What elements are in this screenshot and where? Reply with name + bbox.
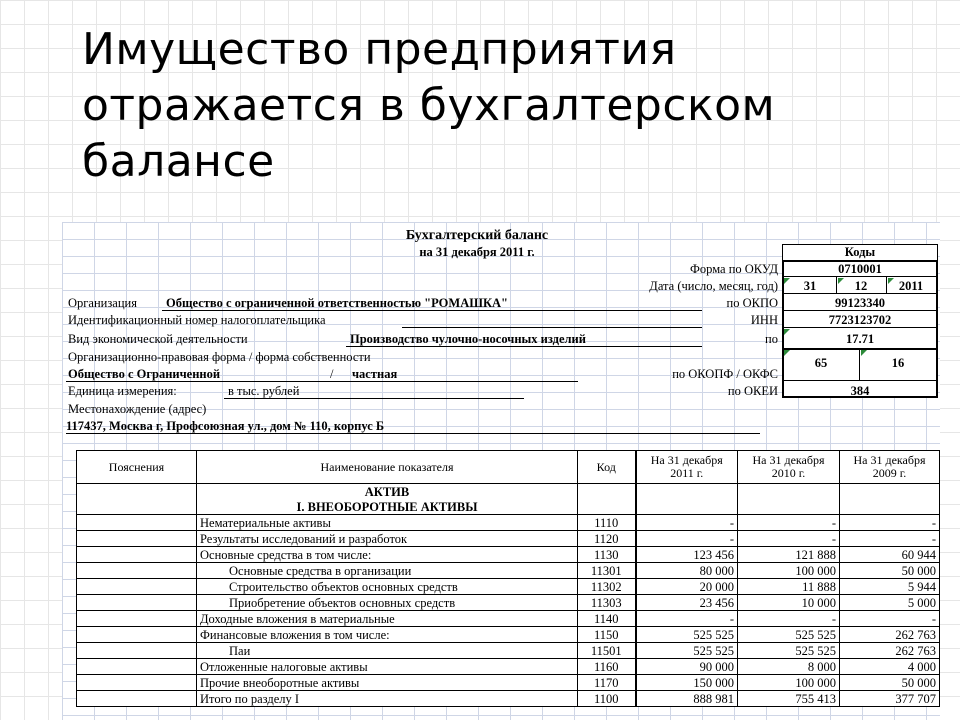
codes-header-cell	[782, 244, 938, 261]
date-year: 2011	[898, 279, 924, 293]
row-value-2009: 262 763	[840, 643, 940, 659]
row-notes	[77, 515, 197, 531]
header-code: Код	[578, 451, 636, 484]
row-code: 1110	[578, 515, 636, 531]
row-notes	[77, 627, 197, 643]
balance-table	[76, 450, 940, 707]
slide-title-line-1: Имущество предприятия	[82, 24, 677, 75]
row-value-2010: 11 888	[738, 579, 840, 595]
address-label: Местонахождение (адрес)	[68, 402, 207, 416]
row-name: Строительство объектов основных средств	[197, 579, 578, 595]
row-code: 11303	[578, 595, 636, 611]
okfs-value: 16	[891, 356, 905, 370]
row-code: 1100	[578, 691, 636, 707]
row-value-2010: 525 525	[738, 643, 840, 659]
row-code: 1160	[578, 659, 636, 675]
table-row	[77, 515, 940, 531]
section-noncurrent: I. ВНЕОБОРОТНЫЕ АКТИВЫ	[197, 499, 578, 515]
row-code: 11302	[578, 579, 636, 595]
ownership-value: частная	[352, 367, 398, 381]
row-code: 1150	[578, 627, 636, 643]
row-value-2011: 525 525	[636, 627, 738, 643]
row-notes	[77, 691, 197, 707]
header-notes: Пояснения	[77, 451, 197, 484]
slide-title	[82, 22, 942, 190]
row-value-2010: -	[738, 531, 840, 547]
table-row	[77, 595, 940, 611]
row-value-2011: 525 525	[636, 643, 738, 659]
row-value-2009: 262 763	[840, 627, 940, 643]
header-2011-line2: 2011 г.	[670, 466, 704, 480]
row-name: Основные средства в организации	[197, 563, 578, 579]
inn-label-text: Идентификационный номер налогоплательщика	[68, 313, 326, 327]
row-value-2011: 123 456	[636, 547, 738, 563]
unit-value: в тыс. рублей	[228, 384, 300, 398]
row-name: Финансовые вложения в том числе:	[197, 627, 578, 643]
table-row	[77, 675, 940, 691]
row-name: Отложенные налоговые активы	[197, 659, 578, 675]
row-name: Результаты исследований и разработок	[197, 531, 578, 547]
row-code: 1140	[578, 611, 636, 627]
row-value-2009: 60 944	[840, 547, 940, 563]
activity-label: Вид экономической деятельности	[68, 332, 248, 346]
slide-title-line-2: отражается в бухгалтерском	[82, 80, 776, 131]
slide-title-line-3: балансе	[82, 136, 275, 187]
header-2010-line1: На 31 декабря	[752, 453, 825, 467]
row-value-2011: 150 000	[636, 675, 738, 691]
table-row	[77, 563, 940, 579]
row-value-2010: -	[738, 611, 840, 627]
date-day: 31	[803, 279, 817, 293]
inn-label: ИНН	[750, 313, 778, 327]
row-value-2010: 100 000	[738, 675, 840, 691]
row-name: Итого по разделу I	[197, 691, 578, 707]
header-name: Наименование показателя	[197, 451, 578, 484]
legal-form-label: Организационно-правовая форма / форма собственности	[68, 350, 371, 364]
legal-form-value: Общество с Ограниченной	[68, 367, 221, 381]
balance-sheet-scan	[62, 222, 940, 720]
row-code: 11301	[578, 563, 636, 579]
table-row	[77, 611, 940, 627]
row-notes	[77, 595, 197, 611]
header-2009	[840, 451, 940, 484]
okpo-label: по ОКПО	[726, 296, 778, 310]
row-notes	[77, 547, 197, 563]
row-value-2009: -	[840, 515, 940, 531]
row-name: Приобретение объектов основных средств	[197, 595, 578, 611]
okved-value: 17.71	[845, 332, 875, 346]
row-notes	[77, 611, 197, 627]
okopf-label: по ОКОПФ / ОКФС	[672, 367, 778, 381]
row-value-2010: -	[738, 515, 840, 531]
row-name: Паи	[197, 643, 578, 659]
row-notes	[77, 643, 197, 659]
row-value-2009: 5 000	[840, 595, 940, 611]
row-value-2010: 525 525	[738, 627, 840, 643]
row-notes	[77, 531, 197, 547]
inn-value: 7723123702	[828, 313, 892, 327]
form-date-line: на 31 декабря 2011 г.	[419, 245, 535, 259]
header-2011	[636, 451, 738, 484]
row-value-2011: 20 000	[636, 579, 738, 595]
okei-value: 384	[850, 384, 870, 398]
row-code: 1170	[578, 675, 636, 691]
unit-label: Единица измерения:	[68, 384, 177, 398]
table-row	[77, 547, 940, 563]
date-month: 12	[854, 279, 868, 293]
address-value: 117437, Москва г, Профсоюзная ул., дом № 110, корпус Б	[66, 419, 385, 433]
row-notes	[77, 579, 197, 595]
table-row	[77, 659, 940, 675]
header-2009-line2: 2009 г.	[872, 466, 907, 480]
row-value-2009: 377 707	[840, 691, 940, 707]
row-code: 11501	[578, 643, 636, 659]
legal-form-slash: /	[330, 367, 334, 381]
okud-value: 0710001	[838, 262, 882, 276]
table-row	[77, 579, 940, 595]
row-name: Прочие внеоборотные активы	[197, 675, 578, 691]
row-value-2010: 10 000	[738, 595, 840, 611]
row-value-2010: 755 413	[738, 691, 840, 707]
row-name: Основные средства в том числе:	[197, 547, 578, 563]
okopf-value: 65	[814, 356, 828, 370]
row-value-2011: -	[636, 611, 738, 627]
row-value-2011: 23 456	[636, 595, 738, 611]
form-title: Бухгалтерский баланс	[405, 228, 549, 243]
row-value-2009: 4 000	[840, 659, 940, 675]
okei-label: по ОКЕИ	[727, 384, 778, 398]
header-2010-line2: 2010 г.	[771, 466, 806, 480]
section-asset: АКТИВ	[197, 484, 578, 500]
row-code: 1120	[578, 531, 636, 547]
table-row	[77, 531, 940, 547]
header-2011-line1: На 31 декабря	[650, 453, 723, 467]
table-header-row	[77, 451, 940, 484]
activity-value: Производство чулочно-носочных изделий	[350, 332, 586, 346]
row-value-2011: 80 000	[636, 563, 738, 579]
row-value-2011: -	[636, 515, 738, 531]
row-value-2011: -	[636, 531, 738, 547]
row-notes	[77, 659, 197, 675]
row-value-2011: 90 000	[636, 659, 738, 675]
row-name: Нематериальные активы	[197, 515, 578, 531]
table-row	[77, 627, 940, 643]
org-value: Общество с ограниченной ответственностью "РОМАШКА"	[166, 296, 508, 310]
row-notes	[77, 563, 197, 579]
row-value-2009: 5 944	[840, 579, 940, 595]
row-value-2009: 50 000	[840, 675, 940, 691]
row-value-2010: 121 888	[738, 547, 840, 563]
codes-header: Коды	[844, 245, 876, 259]
row-value-2010: 8 000	[738, 659, 840, 675]
okud-label: Форма по ОКУД	[690, 262, 778, 276]
table-row	[77, 643, 940, 659]
okpo-value: 99123340	[835, 296, 885, 310]
row-value-2009: -	[840, 611, 940, 627]
row-value-2009: 50 000	[840, 563, 940, 579]
org-label: Организация	[68, 296, 137, 310]
row-name: Доходные вложения в материальные	[197, 611, 578, 627]
row-value-2009: -	[840, 531, 940, 547]
date-label: Дата (число, месяц, год)	[649, 279, 778, 293]
row-code: 1130	[578, 547, 636, 563]
row-value-2011: 888 981	[636, 691, 738, 707]
okved-label: по	[765, 332, 778, 346]
row-value-2010: 100 000	[738, 563, 840, 579]
header-2009-line1: На 31 декабря	[853, 453, 926, 467]
header-2010	[738, 451, 840, 484]
row-notes	[77, 675, 197, 691]
section-row	[77, 484, 940, 500]
table-row	[77, 691, 940, 707]
